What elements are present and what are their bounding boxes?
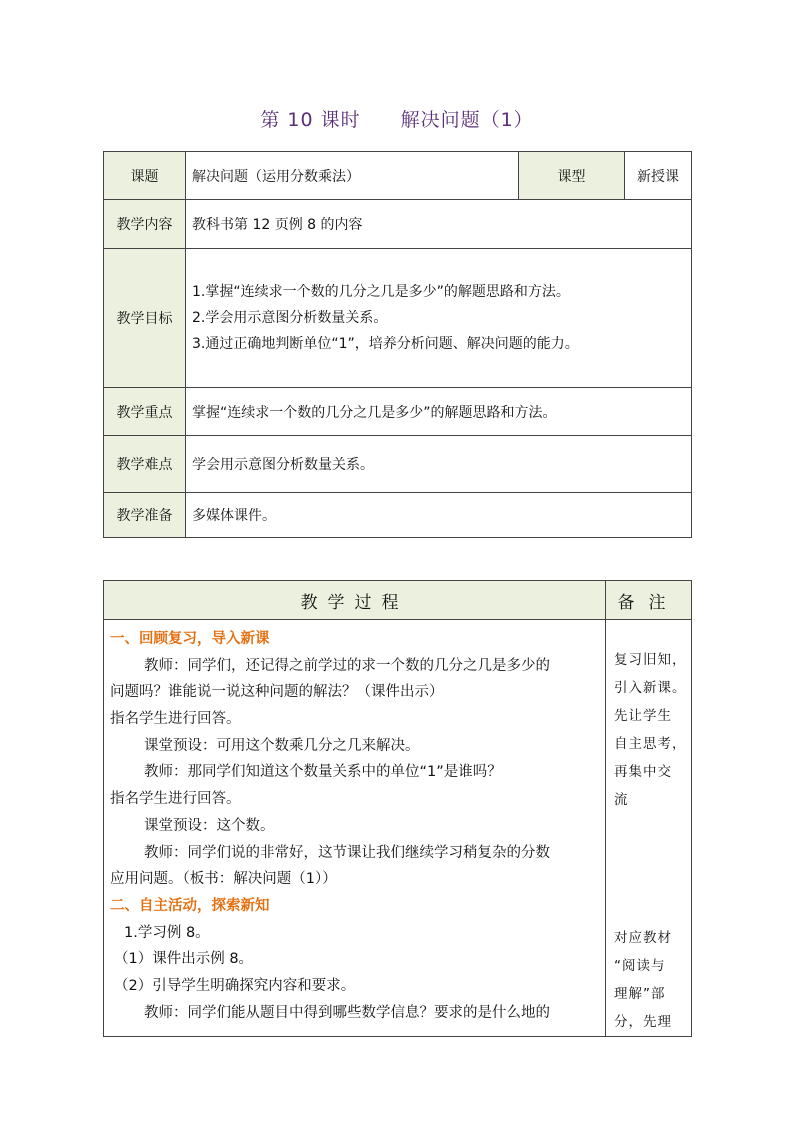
note-line: 再集中交	[614, 764, 672, 780]
subject-label: 课题	[104, 152, 186, 200]
note-line: 分，先理	[614, 1014, 672, 1030]
note-line: 自主思考，	[614, 736, 687, 752]
process-line: 课堂预设：这个数。	[144, 817, 275, 834]
process-line: 教师：同学们说的非常好，这节课让我们继续学习稍复杂的分数	[144, 844, 550, 861]
type-value: 新授课	[625, 152, 692, 200]
note-line: 引入新课。	[614, 680, 687, 696]
process-line: （2）引导学生明确探究内容和要求。	[114, 977, 356, 994]
difficulty-label: 教学难点	[104, 436, 186, 493]
note-line: 流	[614, 792, 629, 808]
prep-label: 教学准备	[104, 493, 186, 538]
goal-item: 1.掌握“连续求一个数的几分之几是多少”的解题思路和方法。	[192, 284, 570, 300]
teaching-process-table	[103, 580, 692, 1037]
content-value: 教科书第 12 页例 8 的内容	[186, 200, 692, 249]
note-line: 先让学生	[614, 708, 672, 724]
goal-item: 2.学会用示意图分析数量关系。	[192, 310, 388, 326]
process-header: 教学过程	[104, 581, 606, 620]
process-body	[104, 620, 606, 1037]
process-line: 指名学生进行回答。	[110, 711, 241, 728]
process-line: 教师：同学们能从题目中得到哪些数学信息？要求的是什么地的	[144, 1004, 550, 1021]
difficulty-value: 学会用示意图分析数量关系。	[186, 436, 692, 493]
page-title	[0, 105, 794, 132]
subject-value: 解决问题（运用分数乘法）	[186, 152, 519, 200]
prep-value: 多媒体课件。	[186, 493, 692, 538]
process-line: 1.学习例 8。	[124, 924, 210, 941]
key-value: 掌握“连续求一个数的几分之几是多少”的解题思路和方法。	[186, 388, 692, 436]
lesson-topic: 解决问题（1）	[400, 109, 534, 131]
process-line: 教师：那同学们知道这个数量关系中的单位“1”是谁吗？	[144, 764, 502, 781]
type-label: 课型	[519, 152, 625, 200]
lesson-info-table	[103, 151, 692, 538]
process-line: （1）课件出示例 8。	[114, 951, 254, 968]
process-line: 应用问题。（板书：解决问题（1））	[110, 871, 337, 888]
process-line: 指名学生进行回答。	[110, 791, 241, 808]
goal-item: 3.通过正确地判断单位“1”，培养分析问题、解决问题的能力。	[192, 336, 579, 352]
notes-column	[606, 620, 692, 1037]
section-heading: 一、回顾复习，导入新课	[110, 631, 270, 647]
process-line: 课堂预设：可用这个数乘几分之几来解决。	[144, 737, 420, 754]
note-line: 复习旧知，	[614, 652, 687, 668]
note-line: 理解”部	[614, 986, 666, 1002]
content-label: 教学内容	[104, 200, 186, 249]
key-label: 教学重点	[104, 388, 186, 436]
lesson-number: 第 10 课时	[260, 109, 361, 131]
notes-header: 备注	[606, 581, 692, 620]
process-line: 教师：同学们，还记得之前学过的求一个数的几分之几是多少的	[144, 657, 550, 674]
process-line: 问题吗？谁能说一说这种问题的解法？（课件出示）	[110, 684, 444, 701]
note-line: “阅读与	[614, 958, 666, 974]
note-line: 对应教材	[614, 930, 672, 946]
section-heading: 二、自主活动，探索新知	[110, 897, 270, 914]
goals-list	[186, 249, 692, 388]
goals-label: 教学目标	[104, 249, 186, 388]
